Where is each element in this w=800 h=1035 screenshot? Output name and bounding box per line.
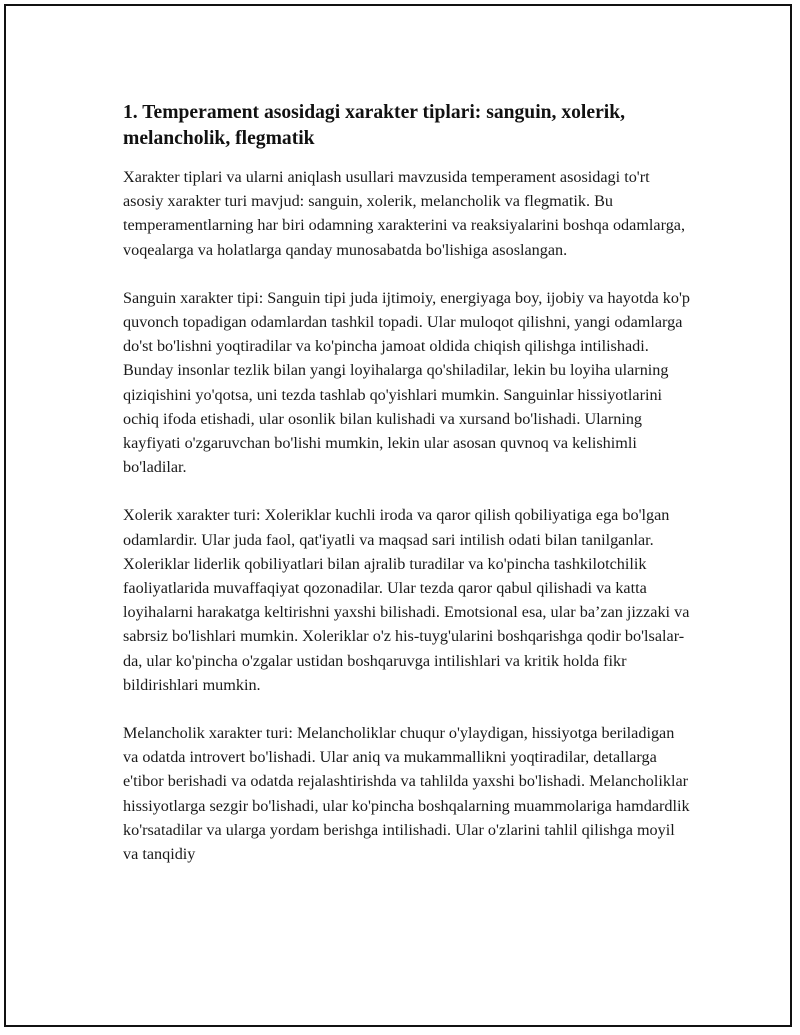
paragraph-intro: Xarakter tiplari va ularni aniqlash usullari mavzusida temperament asosidagi to'rt asosiy xarakter turi mavjud: sanguin, xolerik, melancholik va flegmatik. Bu temperamentlarning har biri odamning xarakterini va reaksiyalarini boshqa odamlarga, voqealarga va holatlarga qanday munosabatda bo'lishiga asoslangan.: [123, 168, 686, 259]
page-frame: [4, 4, 792, 1027]
section-heading: 1. Temperament asosidagi xarakter tiplari: sanguin, xolerik, melancholik, flegmatik: [123, 102, 626, 149]
paragraph-xolerik: Xolerik xarakter turi: Xoleriklar kuchli iroda va qaror qilish qobiliyatiga ega bo'lgan odamlardir. Ular juda faol, qat'iyatli va maqsad sari intilish odati bilan tanilganlar. Xoleriklar liderlik qobiliyatlari bilan ajralib turadilar va ko'pincha tashkilotchilik faoliyatlarida muvaffaqiyat qozonadilar. Ular tezda qaror qabul qilishadi va katta loyihalarni harakatga keltirishni yaxshi bilishadi. Emotsional esa, ular ba’zan jizzaki va sabrsiz bo'lishlari mumkin. Xoleriklar o'z his-tuyg'ularini boshqarishga qodir bo'lsalar-da, ular ko'pincha o'zgalar ustidan boshqaruvga intilishlari va kritik holda fikr bildirishlari mumkin.: [123, 506, 690, 694]
paragraph-sanguin: Sanguin xarakter tipi: Sanguin tipi juda ijtimoiy, energiyaga boy, ijobiy va hayotda ko'p quvonch topadigan odamlardan tashkil topadi. Ular muloqot qilishni, yangi odamlarga do'st bo'lishni yoqtiradilar va ko'pincha jamoat oldida chiqish qilishga intilishadi. Bunday insonlar tezlik bilan yangi loyihalarga qo'shiladilar, lekin bu loyiha ularning qiziqishini yo'qotsa, uni tezda tashlab qo'yishlari mumkin. Sanguinlar hissiyotlarini ochiq ifoda etishadi, ular osonlik bilan kulishadi va xursand bo'lishadi. Ularning kayfiyati o'zgaruvchan bo'lishi mumkin, lekin ular asosan quvnoq va kelishimli bo'ladilar.: [123, 288, 690, 477]
document-body: [123, 100, 693, 890]
paragraph-melancholik: Melancholik xarakter turi: Melancholiklar chuqur o'ylaydigan, hissiyotga beriladigan va odatda introvert bo'lishadi. Ular aniq va mukammallikni yoqtiradilar, detallarga e'tibor berishadi va odatda rejalashtirishda va tahlilda yaxshi bo'lishadi. Melancholiklar hissiyotlarga sezgir bo'lishadi, ular ko'pincha boshqalarning muammolariga hamdardlik ko'rsatadilar va ularga yordam berishga intilishadi. Ular o'zlarini tahlil qilishga moyil va tanqidiy: [123, 724, 690, 864]
